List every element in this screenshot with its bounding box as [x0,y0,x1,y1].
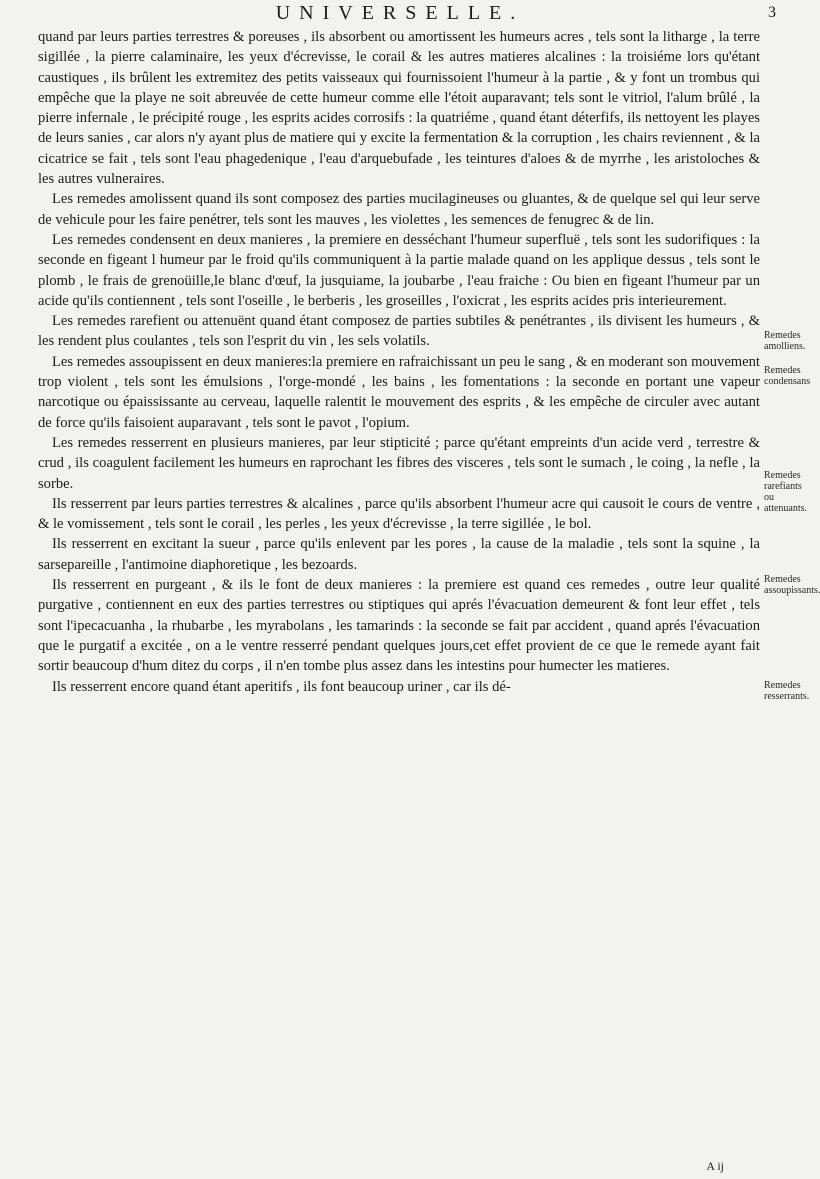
paragraph: Les remedes resserrent en plusieurs manieres, par leur stipticité ; parce qu'étant empreints d'un acide verd , terrestre & crud , ils coagulent facilement les humeurs en raprochant les fibres des visceres , tels sont le sumach , le coing , la nefle , la sorbe. [38,434,760,492]
margin-note-amolliens: Remedes amolliens. [764,330,806,352]
margin-note-assoupissants: Remedes assoupissants. [764,574,820,596]
paragraph: Ils resserrent par leurs parties terrestres & alcalines , parce qu'ils absorbent l'humeur acre qui causoit le cours de ventre , & le vomissement , tels sont le corail , les perles , les yeux d'écrevisse , la terre sigillée , le bol. [38,495,760,533]
margin-note-condensans: Remedes condensans [764,365,811,387]
paragraph: Ils resserrent en purgeant , & ils le font de deux manieres : la premiere est quand ces remedes , outre leur qualité purgative , contiennent en eux des parties terrestres ou stiptiques qui aprés l'évacuation demeurent & font leur effet , tels sont l'ipecacuanha , la rhubarbe , les myrabolans , les tamarinds : la seconde se fait par accident , quand aprés l'évacuation que le purgatif a excitée , on a le ventre resserré pendant quelques jours,cet effet provient de ce que le remede ayant fait sortir beaucoup d'hum ditez du corps , il n'en tombe plus assez dans les intestins pour humecter les matieres. [38,577,760,675]
paragraph: Ils resserrent encore quand étant aperitifs , ils font beaucoup uriner , car ils dé- [52,678,511,695]
margin-note-resserrants: Remedes resserrants. [764,680,810,702]
paragraph: Les remedes condensent en deux manieres , la premiere en desséchant l'humeur superfluë , tels sont les sudorifiques : la seconde en figeant l humeur par le froid qu'ils communiquent à la partie malade quand on les applique dessus , tels sont le plomb , le frais de grenoüille,le blanc d'œuf, la jusquiame, la joubarbe , l'eau fraiche : Ou bien en figeant l'humeur par un acide qu'ils contiennent , tels sont l'oseille , le berberis , les groseilles , l'oxicrat , les esprits acides pris interieurement. [38,231,760,309]
page-header [0,2,800,28]
body-text [38,27,760,697]
paragraph: Les remedes assoupissent en deux manieres:la premiere en rafraichissant un peu le sang , & en moderant son mouvement trop violent , tels sont les émulsions , l'orge-mondé , les bains , les fomentations : la seconde en portant une vapeur narcotique ou épaississante au cerveau, laquelle ralentit le mouvement des esprits , & les empêche de circuler avec autant de force qu'ils faisoient auparavant , tels sont le pavot , l'opium. [38,353,760,431]
margin-note-rarefiants: Remedes rarefiants ou attenuants. [764,470,808,514]
paragraph: Les remedes amolissent quand ils sont composez des parties mucilagineuses ou gluantes, & de quelque sel qui leur serve de vehicule pour les faire penétrer, tels sont les mauves , les violettes , les semences de fenugrec & de lin. [38,191,760,228]
paragraph: Ils resserrent en excitant la sueur , parce qu'ils enlevent par les pores , la cause de la maladie , tels sont la squine , la sarsepareille , l'antimoine diaphoretique , les bezoards. [38,536,760,573]
running-title: UNIVERSELLE. [275,2,525,24]
paragraph: Les remedes rarefient ou attenuënt quand étant composez de parties subtiles & penétrantes , ils divisent les humeurs , & les rendent plus coulantes , tels son l'esprit du vin , les sels volatils. [38,313,760,350]
paragraph: quand par leurs parties terrestres & poreuses , ils absorbent ou amortissent les humeurs acres , tels sont la litharge , la terre sigillée , la pierre calaminaire, les yeux d'écrevisse, le corail & les autres matieres alcalines : la troisiéme lors qu'étant caustiques , ils brûlent les extremitez des petits vaisseaux qui fournissoient l'humeur à la partie , & y font un trombus qui empêche que la playe ne soit abreuvée de cette humeur comme elle l'étoit auparavant; tels sont le vitriol, l'alum brûlé , la pierre infernale , le précipité rouge , les esprits acides corrosifs : la quatriéme , quand étant déterfifs, ils nettoyent les playes de leurs sanies , car alors n'y ayant plus de matiere qui y excite la fermentation & la corruption , les chairs reviennent , & la cicatrice se fait , tels sont l'eau phagedenique , l'eau d'arquebufade , les teintures d'aloes & de myrrhe , les aristoloches & les autres vulneraires. [38,29,760,188]
signature-mark: A ij [706,1159,724,1173]
page-number: 3 [768,4,776,21]
